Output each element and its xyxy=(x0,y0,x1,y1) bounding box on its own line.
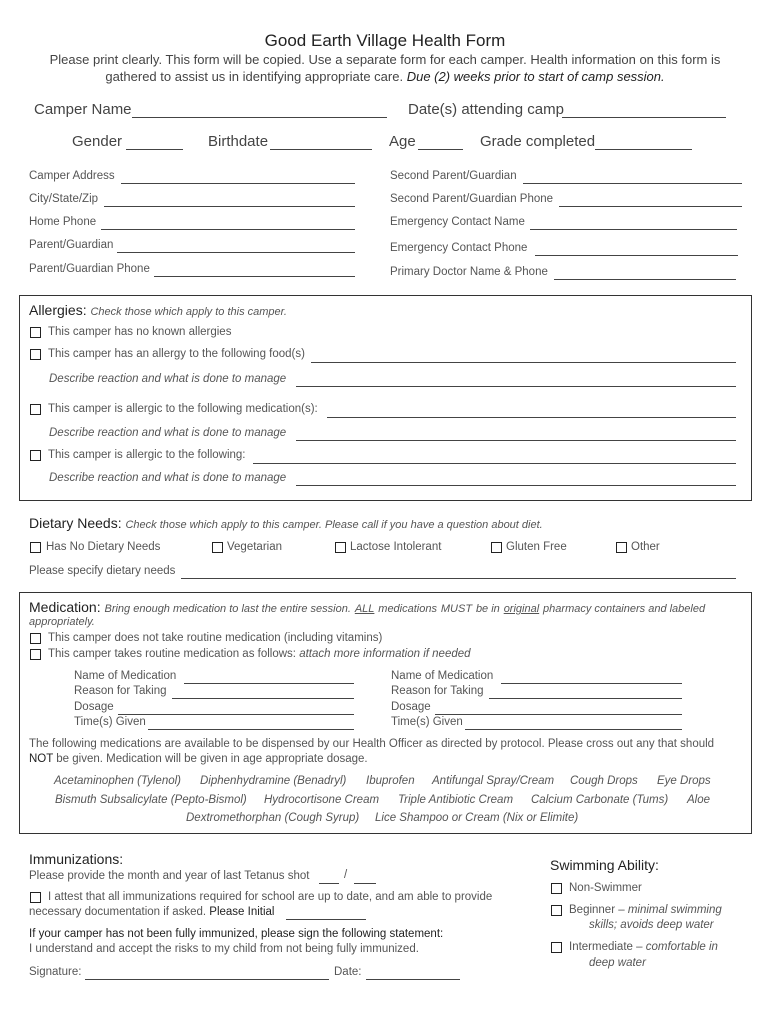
home-phone-label: Home Phone xyxy=(29,216,97,228)
medication-reaction-label: Describe reaction and what is done to manage xyxy=(49,427,287,439)
no-routine-medication-label: This camper does not take routine medication (including vitamins) xyxy=(48,632,383,644)
medication-allergy-label: This camper is allergic to the following medication(s): xyxy=(48,403,318,415)
swimming-heading: Swimming Ability: xyxy=(550,857,659,873)
food-reaction-field[interactable] xyxy=(296,386,736,387)
signature-label: Signature: xyxy=(29,966,82,978)
med1-times-label: Time(s) Given xyxy=(74,716,146,728)
dietary-heading: Dietary Needs: Check those which apply to this camper. Please call if you have a question about diet. xyxy=(29,515,543,531)
stock-med-eye-drops[interactable]: Eye Drops xyxy=(657,775,711,787)
gender-field[interactable] xyxy=(126,149,183,150)
emergency-contact-name-field[interactable] xyxy=(530,229,737,230)
intro-line-2: gathered to assist us in identifying appropriate care. Due (2) weeks prior to start of camp session. xyxy=(105,69,665,84)
med2-dosage-label: Dosage xyxy=(391,701,431,713)
med1-dosage-label: Dosage xyxy=(74,701,114,713)
no-allergies-checkbox[interactable] xyxy=(30,327,41,338)
med1-times-field[interactable] xyxy=(148,729,354,730)
stock-med-cough-drops[interactable]: Cough Drops xyxy=(570,775,638,787)
age-label: Age xyxy=(389,133,416,150)
accept-risk-statement: I understand and accept the risks to my child from not being fully immunized. xyxy=(29,943,419,955)
stock-med-dextromethorphan[interactable]: Dextromethorphan (Cough Syrup) xyxy=(186,812,360,824)
med1-reason-field[interactable] xyxy=(172,698,354,699)
camper-address-field[interactable] xyxy=(121,183,355,184)
medication-heading: Medication: Bring enough medication to last the entire session. ALL medications MUST be in original pharmacy containers and labeled xyxy=(29,599,706,615)
intro-line-1: Please print clearly. This form will be copied. Use a separate form for each camper. Health information on this form is xyxy=(49,52,721,67)
med2-times-field[interactable] xyxy=(465,729,682,730)
stock-med-acetaminophen[interactable]: Acetaminophen (Tylenol) xyxy=(54,775,181,787)
food-reaction-label: Describe reaction and what is done to manage xyxy=(49,373,287,385)
no-routine-medication-checkbox[interactable] xyxy=(30,633,41,644)
attest-line1: I attest that all immunizations required for school are up to date, and am able to provide xyxy=(48,891,493,903)
dietary-specify-label: Please specify dietary needs xyxy=(29,565,176,577)
stock-med-aloe[interactable]: Aloe xyxy=(687,794,711,806)
camper-name-label: Camper Name xyxy=(34,101,132,118)
other-allergy-checkbox[interactable] xyxy=(30,450,41,461)
other-diet-checkbox[interactable] xyxy=(616,542,627,553)
birthdate-field[interactable] xyxy=(270,149,372,150)
city-state-zip-field[interactable] xyxy=(104,206,355,207)
med1-name-field[interactable] xyxy=(184,683,354,684)
tetanus-month-field[interactable] xyxy=(319,883,339,884)
beginner-note: skills; avoids deep water xyxy=(589,919,714,931)
food-allergy-label: This camper has an allergy to the following food(s) xyxy=(48,348,305,360)
intermediate-note: deep water xyxy=(589,957,646,969)
med1-reason-label: Reason for Taking xyxy=(74,685,167,697)
birthdate-label: Birthdate xyxy=(208,133,269,150)
stock-med-bismuth[interactable]: Bismuth Subsalicylate (Pepto-Bismol) xyxy=(55,794,247,806)
no-allergies-label: This camper has no known allergies xyxy=(48,326,232,338)
signature-field[interactable] xyxy=(85,979,329,980)
gender-label: Gender xyxy=(72,133,123,150)
available-meds-line2: NOT be given. Medication will be given in age appropriate dosage. xyxy=(29,753,368,765)
routine-medication-checkbox[interactable] xyxy=(30,649,41,660)
non-swimmer-label: Non-Swimmer xyxy=(569,882,642,894)
date-label: Date: xyxy=(334,966,362,978)
parent-guardian-label: Parent/Guardian xyxy=(29,239,114,251)
med2-name-label: Name of Medication xyxy=(391,670,494,682)
attest-line2: necessary documentation if asked. Please Initial xyxy=(29,906,275,918)
medication-note-continued: appropriately. xyxy=(29,616,95,628)
grade-label: Grade completed xyxy=(480,133,596,150)
other-allergy-field[interactable] xyxy=(253,463,736,464)
emergency-contact-phone-label: Emergency Contact Phone xyxy=(390,242,528,254)
attest-immunizations-checkbox[interactable] xyxy=(30,892,41,903)
not-immunized-statement: If your camper has not been fully immunized, please sign the following statement: xyxy=(29,928,444,940)
lactose-intolerant-label: Lactose Intolerant xyxy=(350,541,442,553)
city-state-zip-label: City/State/Zip xyxy=(29,193,99,205)
food-allergy-checkbox[interactable] xyxy=(30,349,41,360)
second-parent-phone-label: Second Parent/Guardian Phone xyxy=(390,193,554,205)
stock-med-calcium-carbonate[interactable]: Calcium Carbonate (Tums) xyxy=(531,794,669,806)
other-allergy-label: This camper is allergic to the following: xyxy=(48,449,246,461)
camper-name-field[interactable] xyxy=(132,117,387,118)
beginner-checkbox[interactable] xyxy=(551,905,562,916)
tetanus-separator: / xyxy=(344,869,348,881)
immunizations-heading: Immunizations: xyxy=(29,851,124,867)
tetanus-label: Please provide the month and year of last Tetanus shot xyxy=(29,870,310,882)
med2-name-field[interactable] xyxy=(501,683,682,684)
stock-med-triple-antibiotic[interactable]: Triple Antibiotic Cream xyxy=(398,794,514,806)
tetanus-year-field[interactable] xyxy=(354,883,376,884)
intermediate-checkbox[interactable] xyxy=(551,942,562,953)
date-field[interactable] xyxy=(366,979,460,980)
gluten-free-label: Gluten Free xyxy=(506,541,567,553)
dates-attending-field[interactable] xyxy=(562,117,726,118)
medication-allergy-checkbox[interactable] xyxy=(30,404,41,415)
stock-med-antifungal[interactable]: Antifungal Spray/Cream xyxy=(432,775,555,787)
med2-reason-label: Reason for Taking xyxy=(391,685,484,697)
form-title: Good Earth Village Health Form xyxy=(264,31,506,50)
other-diet-label: Other xyxy=(631,541,660,553)
med2-times-label: Time(s) Given xyxy=(391,716,463,728)
intermediate-label: Intermediate – comfortable in xyxy=(569,941,718,953)
other-reaction-field[interactable] xyxy=(296,485,736,486)
stock-med-hydrocortisone[interactable]: Hydrocortisone Cream xyxy=(264,794,380,806)
allergies-heading: Allergies: Check those which apply to this camper. xyxy=(29,302,287,318)
initial-field[interactable] xyxy=(286,919,366,920)
parent-guardian-phone-field[interactable] xyxy=(154,276,355,277)
second-parent-label: Second Parent/Guardian xyxy=(390,170,517,182)
camper-address-label: Camper Address xyxy=(29,170,115,182)
parent-guardian-field[interactable] xyxy=(117,252,355,253)
stock-med-lice-shampoo[interactable]: Lice Shampoo or Cream (Nix or Elimite) xyxy=(375,812,579,824)
med2-dosage-field[interactable] xyxy=(435,714,682,715)
stock-med-ibuprofen[interactable]: Ibuprofen xyxy=(366,775,415,787)
parent-guardian-phone-label: Parent/Guardian Phone xyxy=(29,263,150,275)
dietary-specify-field[interactable] xyxy=(181,578,736,579)
routine-medication-label: This camper takes routine medication as follows: attach more information if needed xyxy=(48,648,471,660)
second-parent-phone-field[interactable] xyxy=(559,206,742,207)
dates-attending-label: Date(s) attending camp xyxy=(408,101,564,118)
home-phone-field[interactable] xyxy=(101,229,355,230)
no-dietary-needs-checkbox[interactable] xyxy=(30,542,41,553)
medication-reaction-field[interactable] xyxy=(296,440,736,441)
primary-doctor-label: Primary Doctor Name & Phone xyxy=(390,266,548,278)
stock-med-diphenhydramine[interactable]: Diphenhydramine (Benadryl) xyxy=(200,775,347,787)
age-field[interactable] xyxy=(418,149,463,150)
vegetarian-label: Vegetarian xyxy=(227,541,282,553)
non-swimmer-checkbox[interactable] xyxy=(551,883,562,894)
emergency-contact-phone-field[interactable] xyxy=(535,255,738,256)
food-allergy-field[interactable] xyxy=(311,362,736,363)
available-meds-line1: The following medications are available to be dispensed by our Health Officer as directed by protocol. Please cross out any that should xyxy=(29,738,715,750)
beginner-label: Beginner – minimal swimming xyxy=(569,904,722,916)
lactose-intolerant-checkbox[interactable] xyxy=(335,542,346,553)
other-reaction-label: Describe reaction and what is done to manage xyxy=(49,472,287,484)
gluten-free-checkbox[interactable] xyxy=(491,542,502,553)
second-parent-field[interactable] xyxy=(523,183,742,184)
emergency-contact-name-label: Emergency Contact Name xyxy=(390,216,525,228)
no-dietary-needs-label: Has No Dietary Needs xyxy=(46,541,161,553)
vegetarian-checkbox[interactable] xyxy=(212,542,223,553)
medication-allergy-field[interactable] xyxy=(327,417,736,418)
grade-field[interactable] xyxy=(595,149,692,150)
primary-doctor-field[interactable] xyxy=(554,279,736,280)
med1-dosage-field[interactable] xyxy=(118,714,354,715)
med1-name-label: Name of Medication xyxy=(74,670,177,682)
med2-reason-field[interactable] xyxy=(489,698,682,699)
